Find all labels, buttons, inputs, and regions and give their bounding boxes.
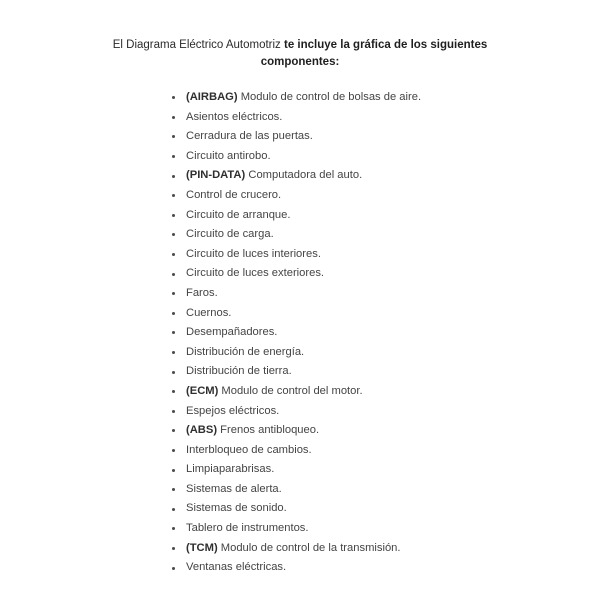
bullet-icon [172,488,175,491]
list-item [172,166,421,186]
list-item [172,245,421,265]
intro-bold-text-continued: componentes: [260,56,340,68]
bullet-icon [172,253,175,256]
component-label: Circuito de luces interiores. [186,247,321,260]
list-item [172,127,421,147]
bullet-icon [172,273,175,276]
bullet-icon [172,135,175,138]
list-item [172,147,421,167]
component-label: Tablero de instrumentos. [186,522,309,535]
bullet-icon [172,508,175,511]
list-item [172,186,421,206]
list-item [172,264,421,284]
component-label: Distribución de energía. [186,345,305,358]
bullet-icon [172,567,175,570]
bullet-icon [172,371,175,374]
list-item [172,421,421,441]
list-item [172,382,421,402]
component-label: Computadora del auto. [245,169,363,182]
component-label: Circuito de arranque. [186,208,291,221]
bullet-icon [172,429,175,432]
bullet-icon [172,96,175,99]
component-code: (ABS) [186,424,218,437]
component-code: (ECM) [186,384,219,397]
component-label: Modulo de control del motor. [218,384,363,397]
bullet-icon [172,331,175,334]
list-item [172,441,421,461]
bullet-icon [172,214,175,217]
list-item [172,304,421,324]
list-item [172,88,421,108]
list-item [172,323,421,343]
component-label: Frenos antibloqueo. [217,424,320,437]
component-label: Espejos eléctricos. [186,404,280,417]
component-label: Modulo de control de bolsas de aire. [237,91,422,103]
bullet-icon [172,194,175,197]
component-list [172,88,421,578]
component-label: Sistemas de sonido. [186,502,287,515]
list-item [172,225,421,245]
component-label: Interbloqueo de cambios. [186,443,312,456]
list-item [172,343,421,363]
component-label: Ventanas eléctricas. [186,561,287,574]
bullet-icon [172,547,175,550]
component-label: Distribución de tierra. [186,365,292,378]
bullet-icon [172,390,175,393]
component-code: (PIN-DATA) [186,169,246,182]
list-item [172,460,421,480]
component-label: Faros. [186,286,218,299]
list-item [172,362,421,382]
list-item [172,480,421,500]
list-item [172,108,421,128]
component-label: Cerradura de las puertas. [186,130,313,143]
component-label: Circuito de luces exteriores. [186,267,325,280]
component-label: Limpiaparabrisas. [186,463,275,476]
component-code: (TCM) [186,541,218,554]
intro-paragraph [90,37,510,71]
bullet-icon [172,155,175,158]
component-label: Circuito de carga. [186,228,274,241]
list-item [172,558,421,578]
component-label: Desempañadores. [186,326,278,339]
bullet-icon [172,469,175,472]
intro-bold-text: te incluye la gráfica de los siguientes [284,39,488,51]
component-code: (AIRBAG) [186,91,238,103]
component-label: Asientos eléctricos. [186,110,283,123]
bullet-icon [172,175,175,178]
component-label: Circuito antirobo. [186,149,271,162]
component-label: Control de crucero. [186,188,282,201]
bullet-icon [172,410,175,413]
bullet-icon [172,527,175,530]
component-label: Cuernos. [186,306,232,319]
list-item [172,206,421,226]
list-item [172,519,421,539]
bullet-icon [172,233,175,236]
component-label: Modulo de control de la transmisión. [217,541,401,554]
list-item [172,499,421,519]
bullet-icon [172,292,175,295]
intro-text: El Diagrama Eléctrico Automotriz [112,39,285,51]
list-item [172,284,421,304]
component-label: Sistemas de alerta. [186,482,282,495]
list-item [172,539,421,559]
list-item [172,402,421,422]
bullet-icon [172,351,175,354]
bullet-icon [172,312,175,315]
bullet-icon [172,116,175,119]
bullet-icon [172,449,175,452]
